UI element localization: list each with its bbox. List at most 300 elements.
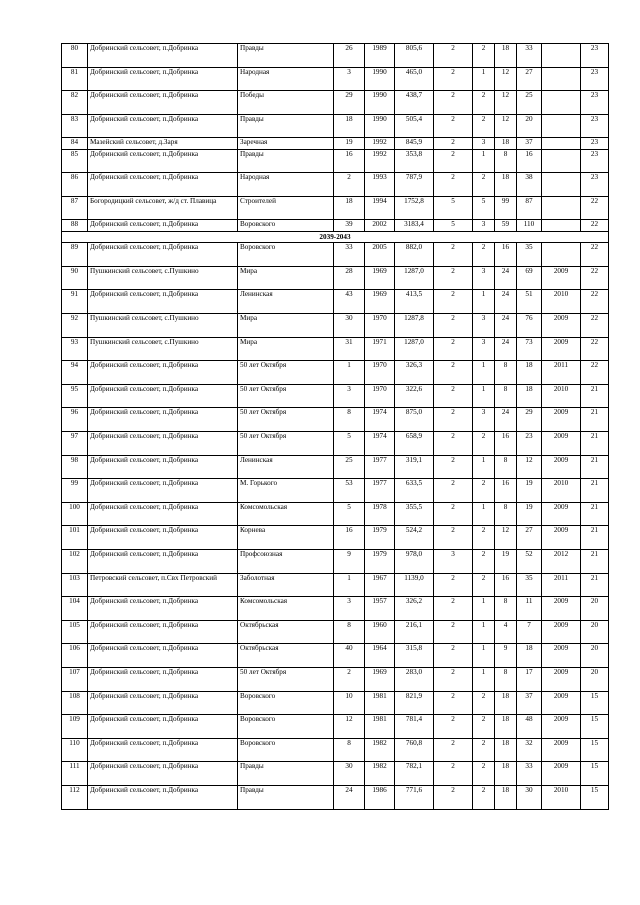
settlement-cell: Добринский сельсовет, п.Добринка xyxy=(88,149,238,173)
entrances-cell: 1 xyxy=(473,149,495,173)
table-row xyxy=(62,337,609,361)
street-cell: 50 лет Октября xyxy=(238,408,334,432)
residents-cell: 87 xyxy=(517,196,542,220)
planned-year-cell xyxy=(542,173,581,197)
area-cell: 658,9 xyxy=(395,432,434,456)
year-built-cell: 1970 xyxy=(365,314,395,338)
entrances-cell: 1 xyxy=(473,290,495,314)
planned-year-cell: 2009 xyxy=(542,762,581,786)
area-cell: 413,5 xyxy=(395,290,434,314)
planned-year-cell: 2009 xyxy=(542,266,581,290)
area-cell: 326,2 xyxy=(395,597,434,621)
row-number-cell: 86 xyxy=(62,173,88,197)
street-cell: 50 лет Октября xyxy=(238,384,334,408)
house-number-cell: 10 xyxy=(334,691,365,715)
entrances-cell: 1 xyxy=(473,644,495,668)
entrances-cell: 2 xyxy=(473,479,495,503)
street-cell: Мира xyxy=(238,314,334,338)
score-cell: 23 xyxy=(581,138,609,149)
table-row xyxy=(62,526,609,550)
planned-year-cell xyxy=(542,138,581,149)
street-cell: Победы xyxy=(238,91,334,115)
table-row xyxy=(62,479,609,503)
settlement-cell: Добринский сельсовет, п.Добринка xyxy=(88,384,238,408)
street-cell: Правды xyxy=(238,762,334,786)
house-number-cell: 53 xyxy=(334,479,365,503)
year-built-cell: 1981 xyxy=(365,691,395,715)
section-title: 2039-2043 xyxy=(62,231,609,243)
house-number-cell: 1 xyxy=(334,573,365,597)
area-cell: 633,5 xyxy=(395,479,434,503)
score-cell: 15 xyxy=(581,785,609,809)
residents-cell: 7 xyxy=(517,620,542,644)
settlement-cell: Мазейский сельсовет, д.Заря xyxy=(88,138,238,149)
street-cell: Профсоюзная xyxy=(238,549,334,573)
flats-cell: 99 xyxy=(495,196,517,220)
street-cell: Народная xyxy=(238,173,334,197)
flats-cell: 18 xyxy=(495,138,517,149)
flats-cell: 12 xyxy=(495,67,517,91)
table-row xyxy=(62,266,609,290)
entrances-cell: 1 xyxy=(473,455,495,479)
area-cell: 355,5 xyxy=(395,502,434,526)
year-built-cell: 1977 xyxy=(365,455,395,479)
residents-cell: 48 xyxy=(517,715,542,739)
residents-cell: 25 xyxy=(517,91,542,115)
house-number-cell: 5 xyxy=(334,502,365,526)
settlement-cell: Добринский сельсовет, п.Добринка xyxy=(88,479,238,503)
street-cell: Воровского xyxy=(238,738,334,762)
score-cell: 22 xyxy=(581,337,609,361)
settlement-cell: Пушкинский сельсовет, с.Пушкино xyxy=(88,337,238,361)
row-number-cell: 102 xyxy=(62,549,88,573)
street-cell: Правды xyxy=(238,114,334,138)
entrances-cell: 1 xyxy=(473,502,495,526)
floors-cell: 2 xyxy=(434,455,473,479)
area-cell: 882,0 xyxy=(395,243,434,267)
year-built-cell: 1967 xyxy=(365,573,395,597)
house-number-cell: 18 xyxy=(334,196,365,220)
settlement-cell: Добринский сельсовет, п.Добринка xyxy=(88,173,238,197)
area-cell: 326,3 xyxy=(395,361,434,385)
score-cell: 15 xyxy=(581,715,609,739)
floors-cell: 2 xyxy=(434,620,473,644)
settlement-cell: Добринский сельсовет, п.Добринка xyxy=(88,455,238,479)
row-number-cell: 106 xyxy=(62,644,88,668)
house-number-cell: 26 xyxy=(334,44,365,68)
settlement-cell: Добринский сельсовет, п.Добринка xyxy=(88,408,238,432)
settlement-cell: Добринский сельсовет, п.Добринка xyxy=(88,738,238,762)
area-cell: 438,7 xyxy=(395,91,434,115)
flats-cell: 8 xyxy=(495,502,517,526)
settlement-cell: Добринский сельсовет, п.Добринка xyxy=(88,667,238,691)
planned-year-cell: 2009 xyxy=(542,337,581,361)
residents-cell: 18 xyxy=(517,384,542,408)
settlement-cell: Добринский сельсовет, п.Добринка xyxy=(88,243,238,267)
housing-register-table xyxy=(61,43,609,810)
planned-year-cell xyxy=(542,114,581,138)
year-built-cell: 1970 xyxy=(365,361,395,385)
settlement-cell: Богородицкий сельсовет, ж/д ст. Плавица xyxy=(88,196,238,220)
table-row xyxy=(62,408,609,432)
area-cell: 283,0 xyxy=(395,667,434,691)
residents-cell: 12 xyxy=(517,455,542,479)
settlement-cell: Добринский сельсовет, п.Добринка xyxy=(88,620,238,644)
house-number-cell: 40 xyxy=(334,644,365,668)
flats-cell: 18 xyxy=(495,738,517,762)
house-number-cell: 16 xyxy=(334,149,365,173)
settlement-cell: Пушкинский сельсовет, с.Пушкино xyxy=(88,314,238,338)
floors-cell: 2 xyxy=(434,432,473,456)
house-number-cell: 8 xyxy=(334,620,365,644)
year-built-cell: 1979 xyxy=(365,549,395,573)
table-body-bottom xyxy=(62,243,609,809)
entrances-cell: 2 xyxy=(473,91,495,115)
entrances-cell: 2 xyxy=(473,44,495,68)
flats-cell: 16 xyxy=(495,573,517,597)
year-built-cell: 1992 xyxy=(365,149,395,173)
year-built-cell: 1957 xyxy=(365,597,395,621)
score-cell: 21 xyxy=(581,384,609,408)
row-number-cell: 89 xyxy=(62,243,88,267)
score-cell: 22 xyxy=(581,290,609,314)
year-built-cell: 1982 xyxy=(365,762,395,786)
planned-year-cell: 2009 xyxy=(542,408,581,432)
flats-cell: 16 xyxy=(495,243,517,267)
year-built-cell: 1994 xyxy=(365,196,395,220)
house-number-cell: 28 xyxy=(334,266,365,290)
year-built-cell: 1969 xyxy=(365,290,395,314)
house-number-cell: 29 xyxy=(334,91,365,115)
house-number-cell: 8 xyxy=(334,738,365,762)
residents-cell: 17 xyxy=(517,667,542,691)
entrances-cell: 2 xyxy=(473,243,495,267)
score-cell: 23 xyxy=(581,91,609,115)
table-row xyxy=(62,597,609,621)
area-cell: 782,1 xyxy=(395,762,434,786)
settlement-cell: Добринский сельсовет, п.Добринка xyxy=(88,91,238,115)
street-cell: Строителей xyxy=(238,196,334,220)
table-row xyxy=(62,691,609,715)
year-built-cell: 1990 xyxy=(365,91,395,115)
entrances-cell: 3 xyxy=(473,408,495,432)
entrances-cell: 2 xyxy=(473,715,495,739)
street-cell: Мира xyxy=(238,337,334,361)
floors-cell: 2 xyxy=(434,173,473,197)
row-number-cell: 83 xyxy=(62,114,88,138)
floors-cell: 2 xyxy=(434,597,473,621)
house-number-cell: 3 xyxy=(334,597,365,621)
floors-cell: 5 xyxy=(434,220,473,231)
house-number-cell: 9 xyxy=(334,549,365,573)
planned-year-cell xyxy=(542,196,581,220)
flats-cell: 12 xyxy=(495,91,517,115)
area-cell: 319,1 xyxy=(395,455,434,479)
score-cell: 15 xyxy=(581,691,609,715)
entrances-cell: 1 xyxy=(473,620,495,644)
year-built-cell: 1978 xyxy=(365,502,395,526)
flats-cell: 8 xyxy=(495,667,517,691)
area-cell: 1139,0 xyxy=(395,573,434,597)
flats-cell: 8 xyxy=(495,597,517,621)
table-row xyxy=(62,220,609,231)
score-cell: 21 xyxy=(581,432,609,456)
area-cell: 1287,8 xyxy=(395,314,434,338)
planned-year-cell xyxy=(542,149,581,173)
street-cell: М. Горького xyxy=(238,479,334,503)
entrances-cell: 3 xyxy=(473,337,495,361)
settlement-cell: Добринский сельсовет, п.Добринка xyxy=(88,549,238,573)
house-number-cell: 31 xyxy=(334,337,365,361)
entrances-cell: 2 xyxy=(473,738,495,762)
planned-year-cell xyxy=(542,220,581,231)
score-cell: 20 xyxy=(581,597,609,621)
street-cell: 50 лет Октября xyxy=(238,667,334,691)
year-built-cell: 1971 xyxy=(365,337,395,361)
settlement-cell: Добринский сельсовет, п.Добринка xyxy=(88,361,238,385)
area-cell: 875,0 xyxy=(395,408,434,432)
year-built-cell: 1969 xyxy=(365,266,395,290)
residents-cell: 37 xyxy=(517,691,542,715)
row-number-cell: 108 xyxy=(62,691,88,715)
floors-cell: 2 xyxy=(434,738,473,762)
street-cell: Комсомольская xyxy=(238,502,334,526)
floors-cell: 2 xyxy=(434,384,473,408)
area-cell: 787,9 xyxy=(395,173,434,197)
planned-year-cell: 2009 xyxy=(542,455,581,479)
street-cell: Правды xyxy=(238,149,334,173)
planned-year-cell: 2009 xyxy=(542,502,581,526)
score-cell: 20 xyxy=(581,667,609,691)
street-cell: Мира xyxy=(238,266,334,290)
year-built-cell: 2002 xyxy=(365,220,395,231)
street-cell: Октябрьская xyxy=(238,620,334,644)
house-number-cell: 39 xyxy=(334,220,365,231)
row-number-cell: 82 xyxy=(62,91,88,115)
score-cell: 23 xyxy=(581,67,609,91)
table-body-top xyxy=(62,44,609,232)
floors-cell: 2 xyxy=(434,243,473,267)
entrances-cell: 2 xyxy=(473,114,495,138)
floors-cell: 2 xyxy=(434,361,473,385)
row-number-cell: 109 xyxy=(62,715,88,739)
area-cell: 771,6 xyxy=(395,785,434,809)
score-cell: 21 xyxy=(581,526,609,550)
flats-cell: 24 xyxy=(495,337,517,361)
residents-cell: 73 xyxy=(517,337,542,361)
floors-cell: 2 xyxy=(434,114,473,138)
street-cell: Комсомольская xyxy=(238,597,334,621)
entrances-cell: 2 xyxy=(473,549,495,573)
table-row xyxy=(62,715,609,739)
planned-year-cell xyxy=(542,67,581,91)
flats-cell: 16 xyxy=(495,479,517,503)
flats-cell: 4 xyxy=(495,620,517,644)
flats-cell: 18 xyxy=(495,762,517,786)
flats-cell: 8 xyxy=(495,455,517,479)
row-number-cell: 90 xyxy=(62,266,88,290)
settlement-cell: Добринский сельсовет, п.Добринка xyxy=(88,715,238,739)
row-number-cell: 110 xyxy=(62,738,88,762)
table-row xyxy=(62,173,609,197)
row-number-cell: 88 xyxy=(62,220,88,231)
floors-cell: 2 xyxy=(434,573,473,597)
entrances-cell: 5 xyxy=(473,196,495,220)
score-cell: 23 xyxy=(581,149,609,173)
row-number-cell: 92 xyxy=(62,314,88,338)
planned-year-cell: 2010 xyxy=(542,290,581,314)
settlement-cell: Добринский сельсовет, п.Добринка xyxy=(88,597,238,621)
score-cell: 15 xyxy=(581,762,609,786)
section-header-row xyxy=(62,231,609,243)
flats-cell: 19 xyxy=(495,549,517,573)
table-row xyxy=(62,149,609,173)
street-cell: Воровского xyxy=(238,243,334,267)
entrances-cell: 2 xyxy=(473,526,495,550)
entrances-cell: 1 xyxy=(473,384,495,408)
residents-cell: 33 xyxy=(517,762,542,786)
year-built-cell: 2005 xyxy=(365,243,395,267)
table-row xyxy=(62,314,609,338)
planned-year-cell xyxy=(542,91,581,115)
flats-cell: 8 xyxy=(495,384,517,408)
year-built-cell: 1970 xyxy=(365,384,395,408)
entrances-cell: 1 xyxy=(473,597,495,621)
residents-cell: 35 xyxy=(517,243,542,267)
entrances-cell: 2 xyxy=(473,573,495,597)
section-header xyxy=(62,231,609,243)
house-number-cell: 43 xyxy=(334,290,365,314)
house-number-cell: 16 xyxy=(334,526,365,550)
flats-cell: 18 xyxy=(495,691,517,715)
planned-year-cell: 2009 xyxy=(542,715,581,739)
flats-cell: 24 xyxy=(495,266,517,290)
area-cell: 322,6 xyxy=(395,384,434,408)
street-cell: 50 лет Октября xyxy=(238,361,334,385)
street-cell: Правды xyxy=(238,44,334,68)
entrances-cell: 2 xyxy=(473,762,495,786)
row-number-cell: 97 xyxy=(62,432,88,456)
entrances-cell: 2 xyxy=(473,691,495,715)
area-cell: 353,8 xyxy=(395,149,434,173)
area-cell: 315,8 xyxy=(395,644,434,668)
settlement-cell: Добринский сельсовет, п.Добринка xyxy=(88,785,238,809)
entrances-cell: 3 xyxy=(473,266,495,290)
score-cell: 22 xyxy=(581,361,609,385)
area-cell: 505,4 xyxy=(395,114,434,138)
entrances-cell: 1 xyxy=(473,667,495,691)
score-cell: 23 xyxy=(581,173,609,197)
street-cell: 50 лет Октября xyxy=(238,432,334,456)
street-cell: Воровского xyxy=(238,691,334,715)
floors-cell: 2 xyxy=(434,526,473,550)
flats-cell: 12 xyxy=(495,114,517,138)
floors-cell: 2 xyxy=(434,44,473,68)
row-number-cell: 112 xyxy=(62,785,88,809)
entrances-cell: 3 xyxy=(473,138,495,149)
residents-cell: 18 xyxy=(517,361,542,385)
settlement-cell: Добринский сельсовет, п.Добринка xyxy=(88,526,238,550)
area-cell: 805,6 xyxy=(395,44,434,68)
residents-cell: 29 xyxy=(517,408,542,432)
residents-cell: 19 xyxy=(517,502,542,526)
table-row xyxy=(62,290,609,314)
row-number-cell: 80 xyxy=(62,44,88,68)
score-cell: 21 xyxy=(581,479,609,503)
area-cell: 524,2 xyxy=(395,526,434,550)
residents-cell: 30 xyxy=(517,785,542,809)
residents-cell: 76 xyxy=(517,314,542,338)
planned-year-cell: 2012 xyxy=(542,549,581,573)
floors-cell: 2 xyxy=(434,502,473,526)
residents-cell: 35 xyxy=(517,573,542,597)
floors-cell: 2 xyxy=(434,149,473,173)
score-cell: 20 xyxy=(581,620,609,644)
row-number-cell: 111 xyxy=(62,762,88,786)
street-cell: Ленинская xyxy=(238,455,334,479)
street-cell: Заречная xyxy=(238,138,334,149)
planned-year-cell: 2009 xyxy=(542,314,581,338)
residents-cell: 33 xyxy=(517,44,542,68)
row-number-cell: 93 xyxy=(62,337,88,361)
table-row xyxy=(62,114,609,138)
year-built-cell: 1986 xyxy=(365,785,395,809)
floors-cell: 2 xyxy=(434,667,473,691)
entrances-cell: 2 xyxy=(473,785,495,809)
floors-cell: 2 xyxy=(434,67,473,91)
year-built-cell: 1974 xyxy=(365,408,395,432)
floors-cell: 2 xyxy=(434,479,473,503)
score-cell: 22 xyxy=(581,243,609,267)
row-number-cell: 100 xyxy=(62,502,88,526)
house-number-cell: 30 xyxy=(334,762,365,786)
flats-cell: 24 xyxy=(495,408,517,432)
floors-cell: 2 xyxy=(434,785,473,809)
residents-cell: 19 xyxy=(517,479,542,503)
floors-cell: 2 xyxy=(434,266,473,290)
street-cell: Октябрьская xyxy=(238,644,334,668)
street-cell: Правды xyxy=(238,785,334,809)
table-row xyxy=(62,91,609,115)
table-row xyxy=(62,243,609,267)
table-row xyxy=(62,785,609,809)
row-number-cell: 107 xyxy=(62,667,88,691)
score-cell: 22 xyxy=(581,220,609,231)
house-number-cell: 30 xyxy=(334,314,365,338)
year-built-cell: 1993 xyxy=(365,173,395,197)
row-number-cell: 98 xyxy=(62,455,88,479)
residents-cell: 69 xyxy=(517,266,542,290)
planned-year-cell: 2009 xyxy=(542,667,581,691)
year-built-cell: 1960 xyxy=(365,620,395,644)
floors-cell: 2 xyxy=(434,337,473,361)
table-row xyxy=(62,644,609,668)
flats-cell: 9 xyxy=(495,644,517,668)
planned-year-cell: 2009 xyxy=(542,644,581,668)
house-number-cell: 25 xyxy=(334,455,365,479)
score-cell: 22 xyxy=(581,266,609,290)
score-cell: 21 xyxy=(581,502,609,526)
score-cell: 21 xyxy=(581,573,609,597)
area-cell: 821,9 xyxy=(395,691,434,715)
entrances-cell: 2 xyxy=(473,173,495,197)
residents-cell: 52 xyxy=(517,549,542,573)
floors-cell: 2 xyxy=(434,715,473,739)
settlement-cell: Добринский сельсовет, п.Добринка xyxy=(88,432,238,456)
entrances-cell: 3 xyxy=(473,220,495,231)
residents-cell: 32 xyxy=(517,738,542,762)
street-cell: Заболотная xyxy=(238,573,334,597)
